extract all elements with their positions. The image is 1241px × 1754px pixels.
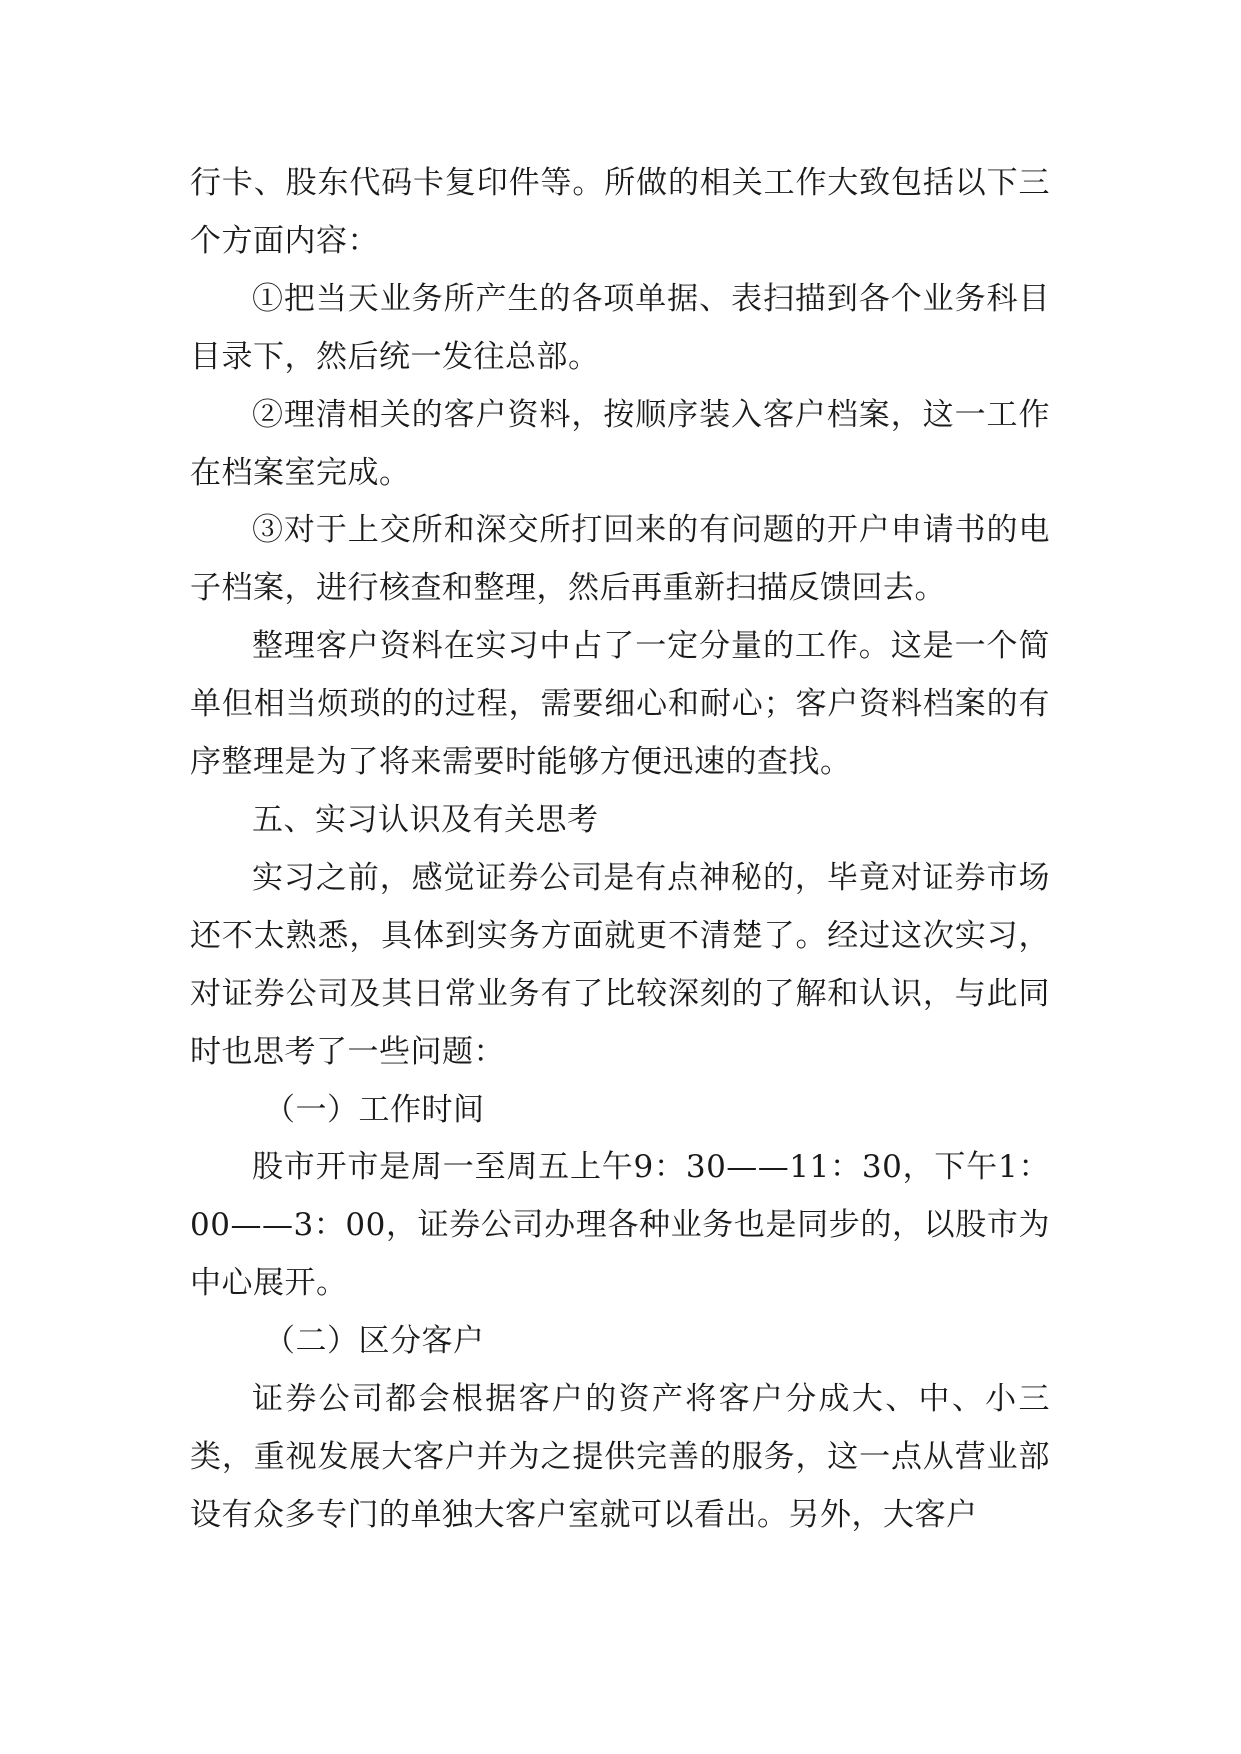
paragraph-item-2: ②理清相关的客户资料，按顺序装入客户档案，这一工作在档案室完成。 (190, 396, 1050, 491)
paragraph-client-classes: 证券公司都会根据客户的资产将客户分成大、中、小三类，重视发展大客户并为之提供完善的服务，这一点从营业部设有众多专门的单独大客户室就可以看出。另外，大客户 (190, 1381, 1050, 1533)
paragraph-item-3: ③对于上交所和深交所打回来的有问题的开户申请书的电子档案，进行核查和整理，然后再重新扫描反馈回去。 (190, 512, 1050, 607)
section-heading-five: 五、实习认识及有关思考 (252, 801, 599, 838)
document-body (190, 155, 1050, 1545)
paragraph-continuation: 行卡、股东代码卡复印件等。所做的相关工作大致包括以下三个方面内容： (190, 165, 1050, 259)
subheading-work-time: （一）工作时间 (264, 1091, 485, 1128)
subheading-classify-clients: （二）区分客户 (264, 1323, 485, 1360)
paragraph-organize-records: 整理客户资料在实习中占了一定分量的工作。这是一个简单但相当烦琐的的过程，需要细心和耐心；客户资料档案的有序整理是为了将来需要时能够方便迅速的查找。 (190, 628, 1050, 781)
paragraph-item-1: ①把当天业务所产生的各项单据、表扫描到各个业务科目目录下，然后统一发往总部。 (190, 280, 1050, 375)
paragraph-before-internship: 实习之前，感觉证券公司是有点神秘的，毕竟对证券市场还不太熟悉，具体到实务方面就更不清楚了。经过这次实习，对证券公司及其日常业务有了比较深刻的了解和认识，与此同时也思考了一些问题： (190, 859, 1050, 1070)
paragraph-market-hours: 股市开市是周一至周五上午9：30——11：30，下午1：00——3：00，证券公司办理各种业务也是同步的，以股市为中心展开。 (190, 1149, 1050, 1302)
